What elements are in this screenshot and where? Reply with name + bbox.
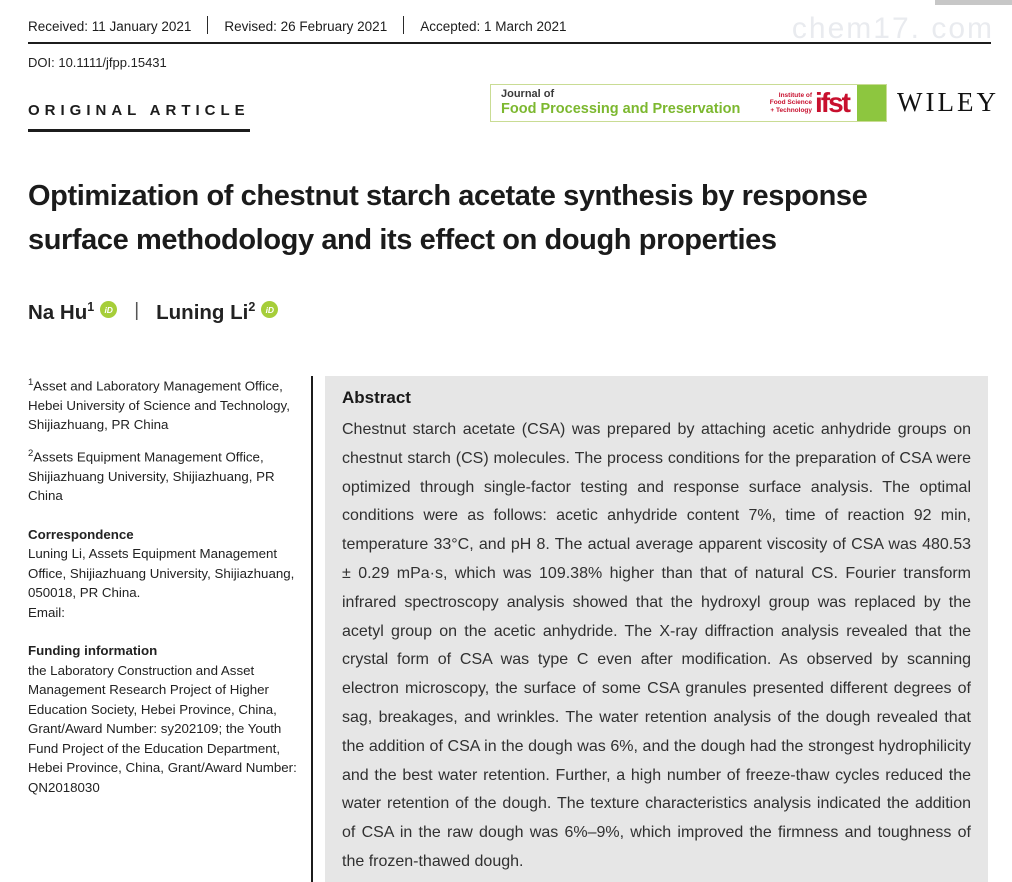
journal-banner-text xyxy=(491,86,750,119)
correspondence-block xyxy=(28,525,300,623)
journal-name: Food Processing and Preservation xyxy=(501,100,741,117)
journal-banner-kicker: Journal of xyxy=(501,88,555,101)
author-list xyxy=(28,300,278,325)
abstract-text: Chestnut starch acetate (CSA) was prepared by attaching acetic anhydride groups on chestnut starch (CS) molecules. The process conditions for the preparation of CSA were optimized through single-factor testing and response surface analysis. The optimal conditions were as follows: acetic anhydride content 7%, time of reaction 92 min, temperature 33°C, and pH 8. The actual average apparent viscosity of CSA was 480.53 ± 0.29 mPa·s, which was 109.38% higher than that of natural CS. Fourier transform infrared spectroscopy analysis showed that the hydroxyl group was replaced by the acetyl group on the acetic anhydride. The X-ray diffraction analysis revealed that the crystal form of CSA was type C even after modification. As observed by scanning electron microscopy, the surface of some CSA granules presented different degrees of sag, breakages, and wrinkles. The water retention analysis of the dough revealed that the addition of CSA in the dough was 6%, and the dough had the strongest hydrophilicity and the best water retention. Further, a high number of freeze-thaw cycles reduced the water retention of the dough. The texture characteristics analysis indicated the addition of CSA in the raw dough was 6%–9%, which improved the firmness and toughness of the frozen-thawed dough. xyxy=(342,421,971,870)
banner-green-block xyxy=(857,85,886,121)
funding-block xyxy=(28,641,300,797)
article-title xyxy=(28,174,867,262)
ifst-society-line: Food Science xyxy=(769,99,812,107)
author-name-text: Luning Li xyxy=(156,300,249,324)
ifst-society-line: + Technology xyxy=(770,106,812,114)
orcid-icon[interactable]: iD xyxy=(100,301,117,318)
author-name xyxy=(156,300,255,325)
affiliation-text: Assets Equipment Management Office, Shijiazhuang University, Shijiazhuang, PR China xyxy=(28,449,275,504)
author-affiliation-marker: 1 xyxy=(87,300,95,314)
abstract-heading: Abstract xyxy=(342,388,411,407)
funding-text: the Laboratory Construction and Asset Management Research Project of Higher Education Society, Hebei Province, China, Grant/Award Number: sy202109; the Youth Fund Project of the Education Department, Hebei Province, China, Grant/Award Number: QN2018030 xyxy=(28,662,297,795)
author-name xyxy=(28,300,94,325)
affiliation-marker: 1 xyxy=(28,377,34,388)
ifst-society-line: Institute of xyxy=(778,91,812,99)
accepted-date: Accepted: 1 March 2021 xyxy=(403,16,582,34)
affiliation-1 xyxy=(28,373,300,435)
abstract-panel xyxy=(325,376,988,882)
funding-heading: Funding information xyxy=(28,643,158,659)
received-date: Received: 11 January 2021 xyxy=(28,19,192,34)
revised-date: Revised: 26 February 2021 xyxy=(207,16,403,34)
article-meta-sidebar xyxy=(28,373,300,797)
ifst-wordmark: ifst xyxy=(815,87,849,118)
correspondence-email-label: Email: xyxy=(28,604,65,620)
doi-text: DOI: 10.1111/jfpp.15431 xyxy=(28,55,167,70)
affiliation-marker: 2 xyxy=(28,447,34,459)
correspondence-heading: Correspondence xyxy=(28,526,134,542)
article-title-line: Optimization of chestnut starch acetate synthesis by response xyxy=(28,180,868,212)
top-edge-bar xyxy=(935,0,1012,5)
article-history-bar xyxy=(28,16,991,44)
article-type-heading: ORIGINAL ARTICLE xyxy=(28,102,250,132)
wiley-logo: WILEY xyxy=(897,87,999,117)
affiliation-text: Asset and Laboratory Management Office, Hebei University of Science and Technology, Shijiazhuang, PR China xyxy=(28,378,290,433)
author-separator: | xyxy=(134,300,140,321)
author-name-text: Na Hu xyxy=(28,300,88,324)
watermark: chem17. com xyxy=(791,12,994,45)
ifst-logo xyxy=(770,89,853,117)
column-divider xyxy=(311,376,313,882)
orcid-icon[interactable]: iD xyxy=(261,301,278,318)
correspondence-text: Luning Li, Assets Equipment Management Office, Shijiazhuang University, Shijiazhuang, 050018, PR China. xyxy=(28,546,295,601)
article-title-line: surface methodology and its effect on dough properties xyxy=(28,224,777,256)
affiliation-2 xyxy=(28,444,300,506)
author-affiliation-marker: 2 xyxy=(248,300,256,314)
journal-banner xyxy=(490,84,887,122)
ifst-society-name xyxy=(770,92,812,115)
